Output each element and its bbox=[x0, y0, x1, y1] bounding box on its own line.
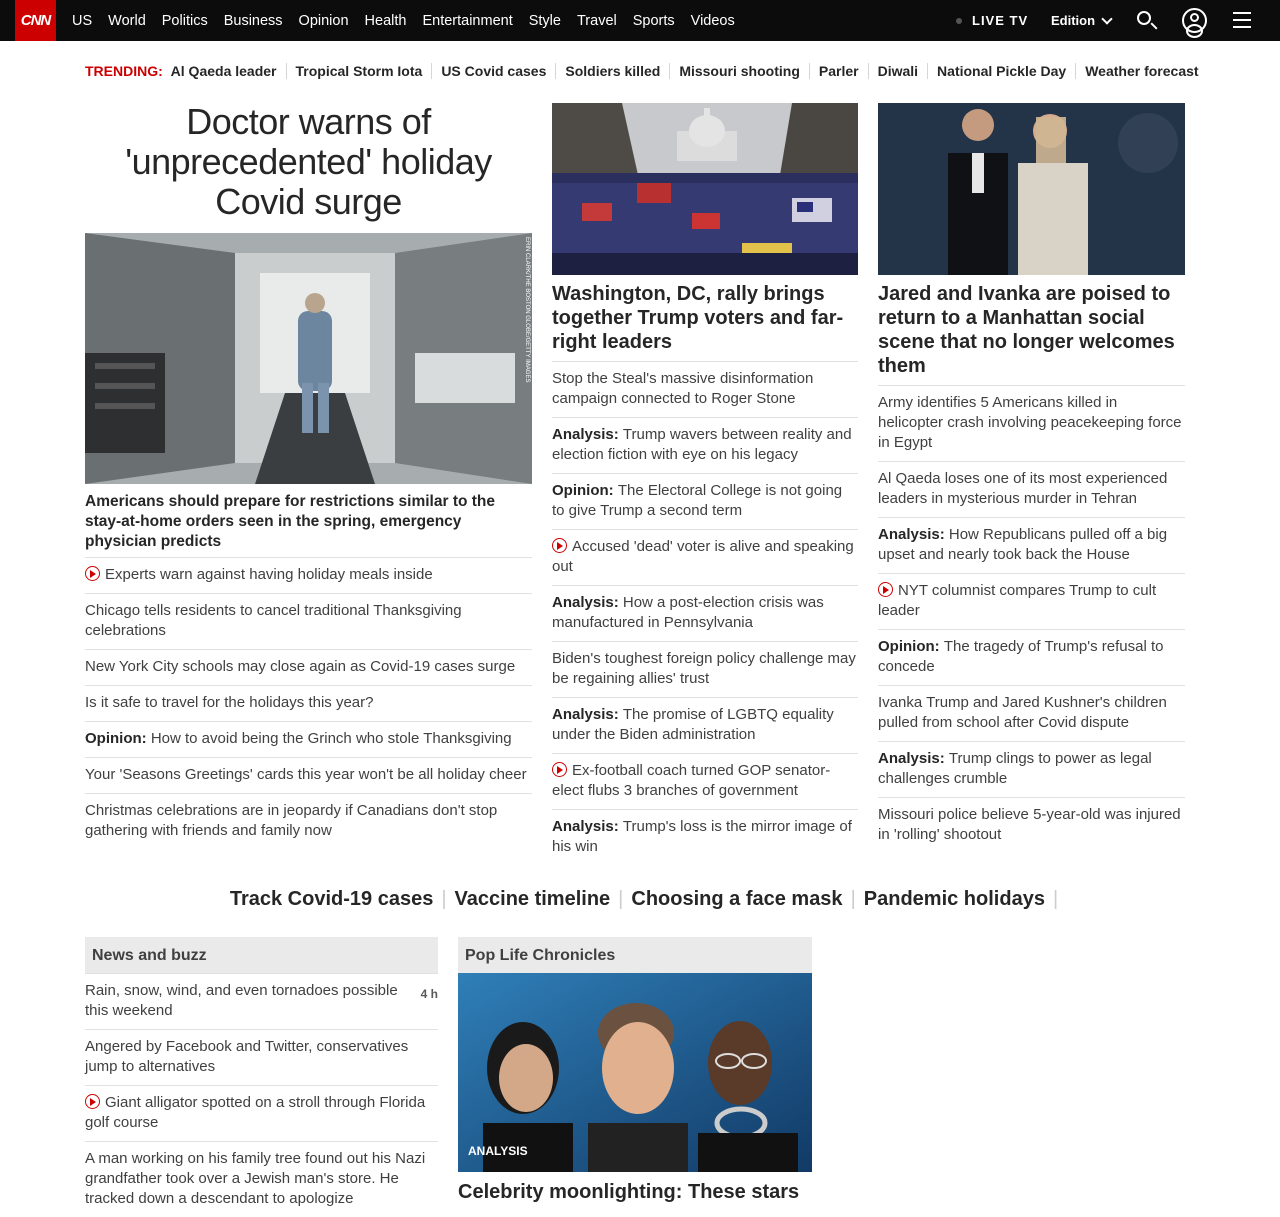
pop-life-header: Pop Life Chronicles bbox=[458, 937, 812, 974]
link-text: Giant alligator spotted on a stroll through Florida golf course bbox=[85, 1094, 426, 1131]
link-text: The tragedy of Trump's refusal to concede bbox=[878, 638, 1164, 675]
news-buzz-header: News and buzz bbox=[85, 937, 438, 974]
lead-image[interactable] bbox=[85, 233, 532, 484]
link-prefix: Opinion: bbox=[85, 730, 151, 747]
link-text: How a post-election crisis was manufactured in Pennsylvania bbox=[552, 594, 824, 631]
lead-photo-credit: ERIN CLARK/THE BOSTON GLOBE/GETTY IMAGES bbox=[524, 237, 530, 383]
link-text: NYT columnist compares Trump to cult leader bbox=[878, 582, 1157, 619]
link-prefix: Opinion: bbox=[878, 638, 944, 655]
link-text: Angered by Facebook and Twitter, conservatives jump to alternatives bbox=[85, 1038, 409, 1075]
lead-link-item[interactable] bbox=[85, 793, 532, 849]
lead-link-item[interactable] bbox=[85, 557, 532, 593]
link-prefix: Analysis: bbox=[878, 526, 949, 543]
right-link-item[interactable] bbox=[878, 629, 1185, 685]
covid-link[interactable]: Choosing a face mask bbox=[631, 888, 843, 910]
search-icon[interactable] bbox=[1136, 10, 1158, 32]
link-text: The promise of LGBTQ equality under the Biden administration bbox=[552, 706, 834, 743]
lead-subhead[interactable]: Americans should prepare for restrictions similar to the stay-at-home orders seen in the spring, emergency physician predicts bbox=[85, 493, 496, 550]
buzz-item[interactable] bbox=[85, 1029, 438, 1085]
link-text: Al Qaeda loses one of its most experienced leaders in mysterious murder in Tehran bbox=[878, 470, 1168, 507]
play-icon bbox=[552, 762, 567, 777]
covid-link[interactable]: Pandemic holidays bbox=[863, 888, 1045, 910]
right-link-item[interactable] bbox=[878, 797, 1185, 853]
covid-links-bar bbox=[0, 888, 1280, 911]
analysis-tag: ANALYSIS bbox=[468, 1144, 528, 1158]
trending-item[interactable]: Soldiers killed bbox=[555, 63, 669, 79]
nav-item-us[interactable]: US bbox=[72, 12, 93, 29]
menu-icon[interactable] bbox=[1233, 12, 1251, 28]
cnn-logo[interactable]: CNN bbox=[15, 0, 56, 41]
middle-link-item[interactable] bbox=[552, 417, 858, 473]
pop-life-image[interactable] bbox=[458, 973, 812, 1172]
live-dot-icon bbox=[956, 18, 962, 24]
lead-links bbox=[85, 557, 532, 849]
nav-item-travel[interactable]: Travel bbox=[576, 12, 617, 29]
buzz-item[interactable] bbox=[85, 1141, 438, 1217]
separator: | bbox=[850, 888, 856, 910]
edition-dropdown[interactable] bbox=[1051, 0, 1111, 41]
nav-item-style[interactable]: Style bbox=[528, 12, 561, 29]
middle-link-item[interactable] bbox=[552, 697, 858, 753]
play-icon bbox=[85, 1094, 100, 1109]
trending-label: TRENDING: bbox=[85, 63, 163, 79]
link-text: Christmas celebrations are in jeopardy if Canadians don't stop gathering with friends and family now bbox=[85, 802, 498, 839]
pop-life-headline[interactable]: Celebrity moonlighting: These stars bbox=[458, 1181, 800, 1203]
link-prefix: Analysis: bbox=[552, 594, 623, 611]
nav-item-politics[interactable]: Politics bbox=[161, 12, 208, 29]
link-text: Trump wavers between reality and election fiction with eye on his legacy bbox=[552, 426, 852, 463]
separator: | bbox=[618, 888, 624, 910]
nav-item-world[interactable]: World bbox=[108, 12, 146, 29]
trending-item[interactable]: Weather forecast bbox=[1075, 63, 1207, 79]
jared-ivanka-headline[interactable]: Jared and Ivanka are poised to return to a Manhattan social scene that no longer welcomes them bbox=[878, 283, 1175, 377]
middle-links bbox=[552, 361, 858, 865]
trending-item[interactable]: Diwali bbox=[868, 63, 927, 79]
top-nav bbox=[0, 0, 1280, 41]
nav-item-opinion[interactable]: Opinion bbox=[298, 12, 349, 29]
lead-headline[interactable]: Doctor warns of 'unprecedented' holiday Covid surge bbox=[125, 101, 492, 222]
live-tv-link[interactable] bbox=[956, 0, 1028, 41]
link-text: Your 'Seasons Greetings' cards this year won't be all holiday cheer bbox=[85, 766, 527, 783]
news-buzz-list bbox=[85, 973, 438, 1217]
lead-link-item[interactable] bbox=[85, 685, 532, 721]
link-text: Army identifies 5 Americans killed in helicopter crash involving peacekeeping force in Egypt bbox=[878, 394, 1182, 451]
link-prefix: Analysis: bbox=[552, 426, 623, 443]
lead-link-item[interactable] bbox=[85, 757, 532, 793]
nav-item-health[interactable]: Health bbox=[364, 12, 407, 29]
link-prefix: Analysis: bbox=[878, 750, 949, 767]
middle-link-item[interactable] bbox=[552, 361, 858, 417]
middle-link-item[interactable] bbox=[552, 753, 858, 809]
separator: | bbox=[1052, 888, 1059, 910]
rally-image[interactable] bbox=[552, 103, 858, 275]
link-text: New York City schools may close again as Covid-19 cases surge bbox=[85, 658, 516, 675]
trending-item[interactable]: Tropical Storm Iota bbox=[286, 63, 432, 79]
middle-link-item[interactable] bbox=[552, 473, 858, 529]
buzz-item[interactable] bbox=[85, 1085, 438, 1141]
nav-menu bbox=[72, 0, 751, 41]
link-text: The Electoral College is not going to give Trump a second term bbox=[552, 482, 843, 519]
user-icon[interactable] bbox=[1182, 8, 1207, 33]
nav-item-sports[interactable]: Sports bbox=[632, 12, 675, 29]
link-text: A man working on his family tree found out his Nazi grandfather took over a Jewish man's store. He tracked down a descendant to apologize bbox=[85, 1150, 426, 1207]
link-text: Missouri police believe 5-year-old was injured in 'rolling' shootout bbox=[878, 806, 1181, 843]
link-text: Experts warn against having holiday meals inside bbox=[105, 566, 433, 583]
nav-item-videos[interactable]: Videos bbox=[690, 12, 735, 29]
play-icon bbox=[552, 538, 567, 553]
link-prefix: Analysis: bbox=[552, 818, 623, 835]
link-text: Biden's toughest foreign policy challenge may be regaining allies' trust bbox=[552, 650, 856, 687]
link-text: Ex-football coach turned GOP senator-elect flubs 3 branches of government bbox=[552, 762, 831, 799]
right-link-item[interactable] bbox=[878, 685, 1185, 741]
right-links bbox=[878, 385, 1185, 853]
trending-bar bbox=[85, 63, 1199, 83]
rally-headline[interactable]: Washington, DC, rally brings together Trump voters and far-right leaders bbox=[552, 283, 844, 353]
nav-item-entertainment[interactable]: Entertainment bbox=[422, 12, 513, 29]
covid-link[interactable]: Track Covid-19 cases bbox=[229, 888, 434, 910]
link-text: How to avoid being the Grinch who stole Thanksgiving bbox=[150, 730, 512, 747]
trending-item[interactable]: Missouri shooting bbox=[669, 63, 809, 79]
link-prefix: Opinion: bbox=[552, 482, 618, 499]
link-text: Accused 'dead' voter is alive and speaking out bbox=[552, 538, 854, 575]
jared-ivanka-image[interactable] bbox=[878, 103, 1185, 275]
chevron-down-icon bbox=[1101, 13, 1112, 24]
lead-link-item[interactable] bbox=[85, 649, 532, 685]
right-link-item[interactable] bbox=[878, 517, 1185, 573]
link-prefix: Analysis: bbox=[552, 706, 623, 723]
middle-link-item[interactable] bbox=[552, 585, 858, 641]
link-text: How Republicans pulled off a big upset and nearly took back the House bbox=[878, 526, 1168, 563]
nav-item-business[interactable]: Business bbox=[223, 12, 283, 29]
separator: | bbox=[441, 888, 447, 910]
middle-link-item[interactable] bbox=[552, 641, 858, 697]
play-icon bbox=[878, 582, 893, 597]
lead-link-item[interactable] bbox=[85, 593, 532, 649]
link-text: Stop the Steal's massive disinformation campaign connected to Roger Stone bbox=[552, 370, 814, 407]
live-tv-label: LIVE TV bbox=[972, 13, 1029, 28]
link-text: Trump clings to power as legal challenges crumble bbox=[878, 750, 1152, 787]
edition-label: Edition bbox=[1051, 13, 1096, 28]
link-text: Chicago tells residents to cancel traditional Thanksgiving celebrations bbox=[85, 602, 462, 639]
link-text: Trump's loss is the mirror image of his win bbox=[552, 818, 852, 855]
right-link-item[interactable] bbox=[878, 573, 1185, 629]
right-link-item[interactable] bbox=[878, 741, 1185, 797]
middle-link-item[interactable] bbox=[552, 809, 858, 865]
middle-link-item[interactable] bbox=[552, 529, 858, 585]
trending-item[interactable]: US Covid cases bbox=[431, 63, 555, 79]
link-text: Is it safe to travel for the holidays this year? bbox=[85, 694, 374, 711]
lead-link-item[interactable] bbox=[85, 721, 532, 757]
timestamp: 4 h bbox=[420, 987, 438, 1001]
buzz-item[interactable] bbox=[85, 973, 438, 1029]
link-text: Rain, snow, wind, and even tornadoes possible this weekend bbox=[85, 982, 398, 1019]
covid-link[interactable]: Vaccine timeline bbox=[454, 888, 611, 910]
right-link-item[interactable] bbox=[878, 461, 1185, 517]
trending-item[interactable]: National Pickle Day bbox=[927, 63, 1075, 79]
trending-item[interactable]: Parler bbox=[809, 63, 868, 79]
trending-item[interactable]: Al Qaeda leader bbox=[170, 63, 277, 79]
play-icon bbox=[85, 566, 100, 581]
right-link-item[interactable] bbox=[878, 385, 1185, 461]
link-text: Ivanka Trump and Jared Kushner's children pulled from school after Covid dispute bbox=[878, 694, 1167, 731]
